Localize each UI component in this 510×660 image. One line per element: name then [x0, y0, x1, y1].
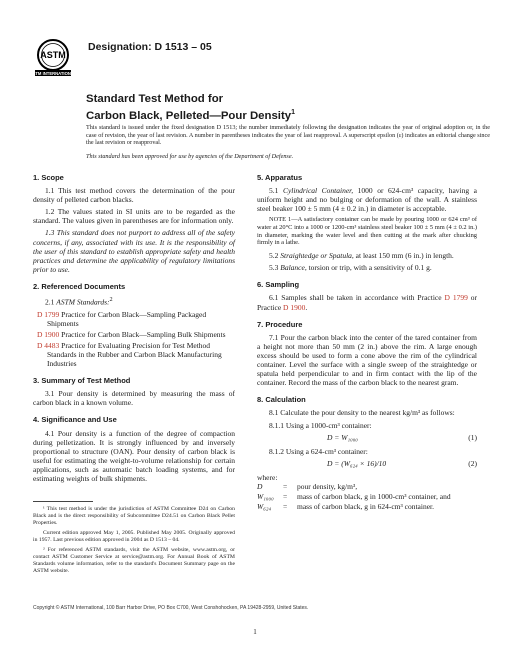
para-8-1-1: 8.1.1 Using a 1000-cm³ container:: [269, 420, 372, 430]
footnote-2: ² For referenced ASTM standards, visit the ASTM website, www.astm.org, or contact ASTM Customer Service at service@astm.org. For Annual Book of ASTM Standards volume information, refer to the standard's Document Summary page on the ASTM website.: [33, 547, 235, 574]
para-1-1: 1.1 This test method covers the determination of the pour density of pelleted carbon blacks.: [33, 186, 235, 205]
footnote-rule: [33, 501, 93, 502]
dod-note: This standard has been approved for use by agencies of the Department of Defense.: [86, 153, 294, 161]
ref-link-d1799[interactable]: D 1799: [444, 293, 468, 303]
section-procedure-heading: 7. Procedure: [257, 319, 303, 329]
page-number: 1: [253, 628, 257, 636]
issued-note: This standard is issued under the fixed designation D 1513; the number immediately following the designation indicates the year of original adoption or, in the case of revision, the year of last revision. A number in parentheses indicates the year of last reapproval. A superscript epsilon (ε) indicates an editorial change since the last revision or reapproval.: [86, 124, 490, 147]
equation-2: [257, 459, 477, 469]
definition-row: W₆₂₄ = mass of carbon black, g in 624-cm³ container.: [257, 501, 434, 511]
section-sampling-heading: 6. Sampling: [257, 280, 300, 290]
note-1: NOTE 1—A satisfactory container can be made by pouring 1000 or 624 cm³ of water at 20°C into a 1000 or 1200-cm³ stainless steel beaker 100 ± 5 mm (4 ± 0.2 in.) in diameter, marking the water level and then cutting at the mark after chucking firmly in a lathe.: [257, 216, 477, 247]
equation-1: [257, 433, 477, 443]
left-column: [33, 173, 235, 486]
para-1-3: 1.3 This standard does not purport to address all of the safety concerns, if any, associated with its use. It is the responsibility of the user of this standard to establish appropriate safety and health practices and determine the applicability of regulatory limitations prior to use.: [33, 228, 235, 274]
para-8-1-2: 8.1.2 Using a 624-cm³ container:: [269, 446, 368, 456]
section-referenced-heading: 2. Referenced Documents: [33, 281, 126, 291]
where-label: where:: [257, 472, 278, 482]
footnote-1b: Current edition approved May 1, 2005. Published May 2005. Originally approved in 1957. Last previous edition approved in 2004 as D 1513 – 04.: [33, 530, 235, 543]
svg-text:ASTM: ASTM: [40, 50, 66, 60]
para-5-1: 5.1 Cylindrical Container, 1000 or 624-cm³ capacity, having a uniform height and no bulging or deformation of the wall. A stainless steel beaker 100 ± 5 mm (4 ± 0.2 in.) in diameter is acceptable.: [257, 186, 477, 214]
document-title: [86, 93, 426, 123]
section-summary-heading: 3. Summary of Test Method: [33, 376, 131, 386]
equation-2-number: (2): [468, 458, 477, 468]
footnotes: [33, 501, 235, 578]
para-7-1: 7.1 Pour the carbon black into the center of the tared container from a height not more than 50 mm (2 in.) above the rim. A large enough excess should be used to form a cone above the rim of the cylindrical container. Level the surface with a single sweep of the straightedge or spatula held perpendicular to and in firm contact with the lip of the container. Record the mass of the carbon black to the nearest gram.: [257, 332, 477, 388]
right-column: [257, 173, 477, 512]
para-2-1: 2.1 ASTM Standards:$^2$: [45, 296, 113, 307]
title-line-2: Carbon Black, Pelleted—Pour Density$^1$: [86, 109, 295, 122]
svg-text:ASTM INTERNATIONAL: ASTM INTERNATIONAL: [29, 70, 77, 76]
section-apparatus-heading: 5. Apparatus: [257, 173, 303, 182]
para-8-1: 8.1 Calculate the pour density to the nearest kg/m³ as follows:: [269, 408, 455, 418]
section-scope-heading: 1. Scope: [33, 173, 64, 182]
ref-link-d1900[interactable]: D 1900: [37, 329, 60, 339]
ref-link-d1900[interactable]: D 1900: [283, 302, 306, 312]
footnote-1: ¹ This test method is under the jurisdiction of ASTM Committee D24 on Carbon Black and is the direct responsibility of Subcommittee D24.51 on Carbon Black Pellet Properties.: [33, 506, 235, 526]
astm-logo: [29, 37, 77, 77]
para-3-1: 3.1 Pour density is determined by measuring the mass of carbon black in a known volume.: [33, 389, 235, 408]
copyright-notice: Copyright © ASTM International, 100 Barr Harbor Drive, PO Box C700, West Conshohocken, PA 19428-2959, United States.: [33, 605, 309, 611]
ref-item: D 1799 Practice for Carbon Black—Sampling Packaged Shipments: [37, 309, 207, 328]
definition-row: D = pour density, kg/m³,: [257, 481, 358, 491]
title-line-1: Standard Test Method for: [86, 93, 224, 105]
equation-1-expr: D = W₁₀₀₀: [327, 432, 358, 442]
designation: Designation: D 1513 – 05: [88, 41, 212, 53]
preamble: [86, 124, 490, 163]
equation-1-number: (1): [468, 432, 477, 442]
para-4-1: 4.1 Pour density is a function of the degree of compaction during pelletization. It is strongly influenced by and inversely proportional to structure (OAN). Pour density of carbon black is useful for estimating the weight-to-volume relationship for certain applications, such as automatic batch loading systems, and for estimating weights of bulk shipments.: [33, 428, 235, 484]
ref-link-d1799[interactable]: D 1799: [37, 309, 60, 319]
definition-row: W₁₀₀₀ = mass of carbon black, g in 1000-cm³ container, and: [257, 491, 451, 501]
para-5-3: 5.3 Balance, torsion or trip, with a sensitivity of 0.1 g.: [269, 263, 432, 273]
ref-item: D 4483 Practice for Evaluating Precision for Test Method Standards in the Rubber and Carbon Black Manufacturing Industries: [37, 340, 222, 369]
ref-link-d4483[interactable]: D 4483: [37, 340, 60, 350]
section-calculation-heading: 8. Calculation: [257, 395, 306, 405]
ref-item: D 1900 Practice for Carbon Black—Sampling Bulk Shipments: [37, 329, 226, 339]
section-significance-heading: 4. Significance and Use: [33, 415, 117, 425]
para-6-1: 6.1 Samples shall be taken in accordance with Practice D 1799 or Practice D 1900.: [257, 293, 477, 312]
para-1-2: 1.2 The values stated in SI units are to be regarded as the standard. The values given in parentheses are for information only.: [33, 207, 235, 226]
para-5-2: 5.2 Straightedge or Spatula, at least 150 mm (6 in.) in length.: [269, 251, 454, 261]
equation-2-expr: D = (W₆₂₄ × 16)/10: [327, 458, 387, 468]
